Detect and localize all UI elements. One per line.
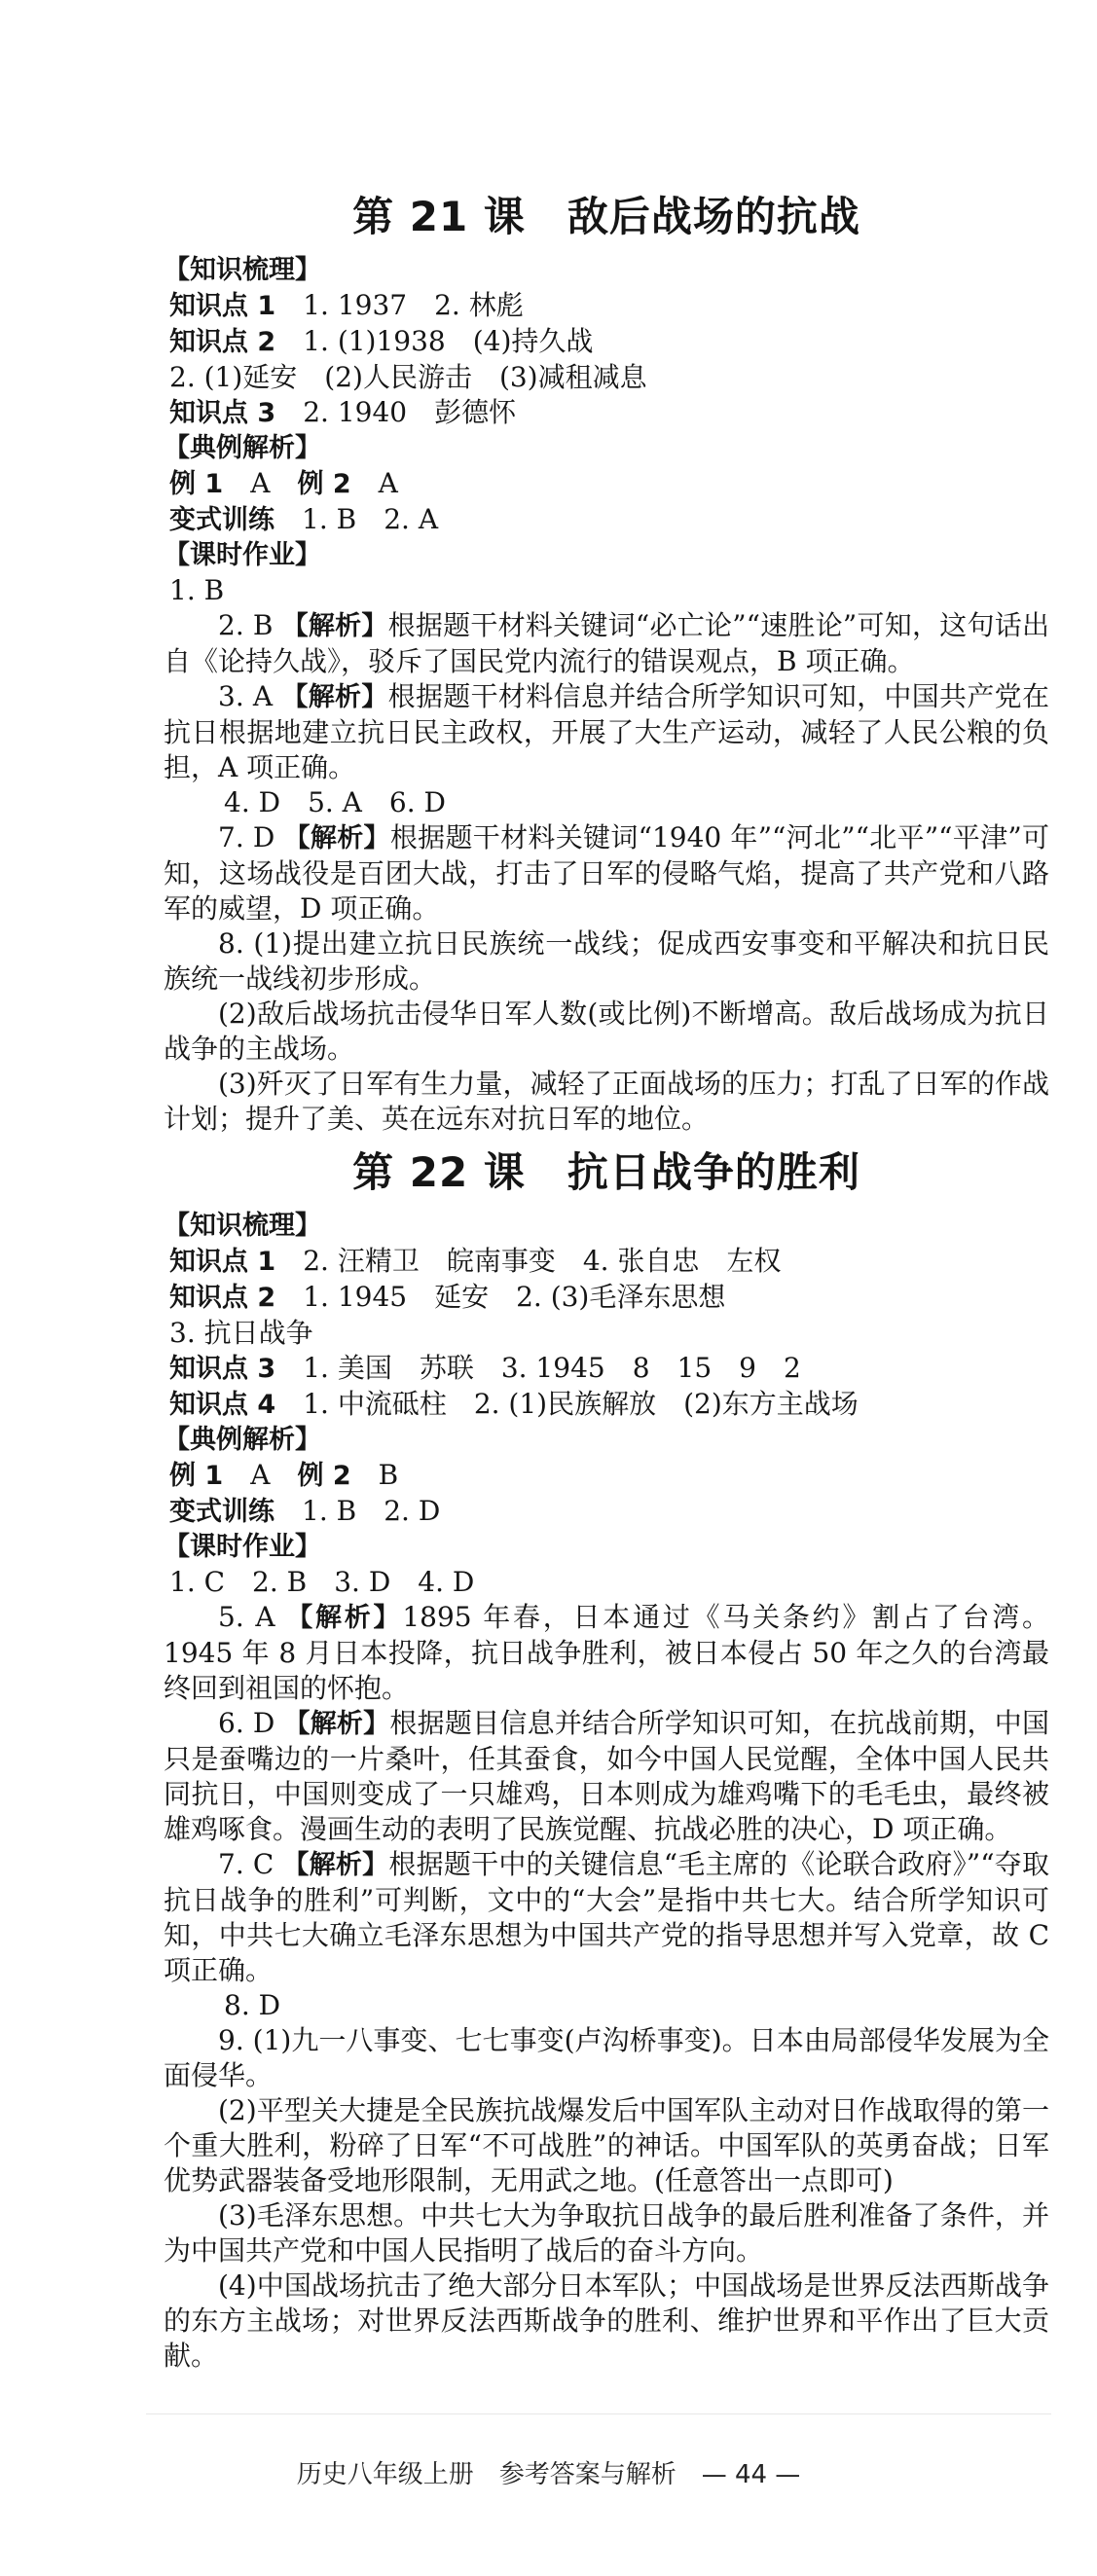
analysis-text: 1895 年春，日本通过《马关条约》割占了台湾。1945 年 8 月日本投降，抗日战争胜利，被日本侵占 50 年之久的台湾最终回到祖国的怀抱。: [164, 1601, 1049, 1704]
analysis-tag: 【解析】: [281, 611, 388, 641]
variant-training: [164, 502, 1049, 538]
homework-answer: 1. B: [169, 574, 225, 606]
kp-label: 知识点 4: [169, 1390, 276, 1420]
knowledge-point-3: [164, 395, 1049, 431]
analysis-text: 根据题干材料信息并结合所学知识可知，中国共产党在抗日根据地建立抗日民主政权，开展了大生产运动，减轻了人民公粮的负担，A 项正确。: [164, 680, 1049, 783]
kp-label: 知识点 2: [169, 327, 276, 357]
variant-answer: 1. B 2. D: [302, 1495, 441, 1527]
answer-number: 2. B: [218, 609, 282, 641]
section-homework-22: 【课时作业】: [164, 1532, 321, 1562]
knowledge-point-2: [164, 1280, 1049, 1316]
example-1-answer: A: [250, 1459, 271, 1491]
analysis-tag: 【解析】: [281, 682, 388, 712]
homework-answer: 4. D 5. A 6. D: [224, 786, 446, 818]
kp-answer: 2. 汪精卫 皖南事变 4. 张自忠 左权: [303, 1245, 782, 1277]
kp-label: 知识点 2: [169, 1283, 276, 1313]
variant-label: 变式训练: [169, 505, 274, 535]
knowledge-point-2: [164, 324, 1049, 360]
analysis-text: 根据题干材料关键词“1940 年”“河北”“北平”“平津”可知，这场战役是百团大战，打击了日军的侵略气焰，提高了共产党和八路军的威望，D 项正确。: [164, 821, 1050, 925]
example-1-label: 例 1: [169, 1461, 224, 1491]
example-2-answer: B: [378, 1459, 399, 1491]
example-answers: [164, 466, 1049, 502]
answer-number: 5. A: [218, 1601, 287, 1633]
section-examples-22: 【典例解析】: [164, 1425, 321, 1455]
kp-answer: 1. 中流砥柱 2. (1)民族解放 (2)东方主战场: [303, 1388, 859, 1420]
kp-label: 知识点 1: [169, 1247, 276, 1277]
kp-label: 知识点 3: [169, 398, 276, 428]
analysis-text: 根据题目信息并结合所学知识可知，在抗战前期，中国只是蚕嘴边的一片桑叶，任其蚕食，如今中国人民觉醒，全体中国人民共同抗日，中国则变成了一只雄鸡，日本则成为雄鸡嘴下的毛毛虫，最终被雄鸡啄食。漫画生动的表明了民族觉醒、抗战必胜的决心，D 项正确。: [164, 1707, 1049, 1845]
kp-answer: 1. 美国 苏联 3. 1945 8 15 9 2: [303, 1352, 801, 1384]
kp-label: 知识点 3: [169, 1354, 276, 1384]
homework-explanation: [164, 608, 1049, 679]
section-homework-21: 【课时作业】: [164, 540, 321, 570]
analysis-tag: 【解析】: [282, 1850, 389, 1880]
homework-answer: 8. D: [224, 1989, 281, 2021]
knowledge-point-4: [164, 1387, 1049, 1423]
homework-explanation: [164, 1706, 1049, 1847]
homework-answer-9-3: (3)毛泽东思想。中共七大为争取抗日战争的最后胜利准备了条件，并为中国共产党和中国人民指明了战后的奋斗方向。: [164, 2199, 1049, 2267]
section-knowledge-22: 【知识梳理】: [164, 1211, 321, 1241]
example-2-label: 例 2: [297, 469, 351, 499]
kp-answer: 1. (1)1938 (4)持久战: [303, 325, 594, 357]
knowledge-point-2-cont: 3. 抗日战争: [169, 1317, 313, 1349]
analysis-text: 根据题干中的关键信息“毛主席的《论联合政府》”“夺取抗日战争的胜利”可判断，文中的“大会”是指中共七大。结合所学知识可知，中共七大确立毛泽东思想为中国共产党的指导思想并写入党章，故 C 项正确。: [164, 1848, 1049, 1986]
knowledge-point-3: [164, 1351, 1049, 1387]
page-footer: 历史八年级上册 参考答案与解析 — 44 —: [296, 2460, 801, 2489]
knowledge-point-1: [164, 288, 1049, 324]
answer-number: 7. C: [218, 1848, 283, 1880]
homework-explanation: [164, 1600, 1049, 1706]
answer-number: 7. D: [218, 821, 284, 853]
homework-answer-9-4: (4)中国战场抗击了绝大部分日本军队；中国战场是世界反法西斯战争的东方主战场；对世界反法西斯战争的胜利、维护世界和平作出了巨大贡献。: [164, 2269, 1049, 2372]
answer-number: 6. D: [218, 1707, 284, 1739]
example-1-answer: A: [250, 467, 271, 499]
analysis-tag: 【解析】: [283, 1709, 390, 1739]
homework-answer-8-2: (2)敌后战场抗击侵华日军人数(或比例)不断增高。敌后战场成为抗日战争的主战场。: [164, 998, 1049, 1065]
analysis-tag: 【解析】: [283, 823, 390, 853]
lesson-21-title: 第 21 课 敌后战场的抗战: [352, 193, 860, 240]
example-2-label: 例 2: [297, 1461, 351, 1491]
example-2-answer: A: [378, 467, 398, 499]
homework-answer-8-1: 8. (1)提出建立抗日民族统一战线；促成西安事变和平解决和抗日民族统一战线初步形成。: [164, 927, 1049, 995]
variant-training: [164, 1494, 1049, 1530]
homework-answer: 1. C 2. B 3. D 4. D: [169, 1566, 475, 1598]
answer-number: 3. A: [218, 680, 282, 712]
kp-answer: 2. 1940 彭德怀: [303, 396, 517, 428]
variant-label: 变式训练: [169, 1497, 274, 1527]
knowledge-point-2-cont: 2. (1)延安 (2)人民游击 (3)减租减息: [169, 361, 647, 393]
homework-explanation: [164, 820, 1049, 926]
answer-column: [164, 181, 1049, 2374]
knowledge-point-1: [164, 1244, 1049, 1280]
footer-divider: [146, 2413, 1051, 2414]
analysis-text: 根据题干材料关键词“必亡论”“速胜论”可知，这句话出自《论持久战》，驳斥了国民党内流行的错误观点，B 项正确。: [164, 609, 1050, 677]
homework-explanation: [164, 679, 1049, 785]
variant-answer: 1. B 2. A: [302, 503, 439, 535]
kp-answer: 1. 1945 延安 2. (3)毛泽东思想: [303, 1281, 726, 1313]
homework-answer-8-3: (3)歼灭了日军有生力量，减轻了正面战场的压力；打乱了日军的作战计划；提升了美、英在远东对抗日军的地位。: [164, 1068, 1049, 1135]
example-1-label: 例 1: [169, 469, 224, 499]
homework-answer-9-1: 9. (1)九一八事变、七七事变(卢沟桥事变)。日本由局部侵华发展为全面侵华。: [164, 2024, 1049, 2091]
kp-label: 知识点 1: [169, 291, 276, 321]
analysis-tag: 【解析】: [286, 1603, 403, 1633]
section-examples-21: 【典例解析】: [164, 433, 321, 463]
kp-answer: 1. 1937 2. 林彪: [303, 289, 524, 321]
lesson-22-title: 第 22 课 抗日战争的胜利: [352, 1148, 860, 1196]
homework-explanation: [164, 1847, 1049, 1988]
example-answers: [164, 1458, 1049, 1494]
homework-answer-9-2: (2)平型关大捷是全民族抗战爆发后中国军队主动对日作战取得的第一个重大胜利，粉碎了日军“不可战胜”的神话。中国军队的英勇奋战；日军优势武器装备受地形限制，无用武之地。(任意答出一点即可): [164, 2094, 1049, 2196]
section-knowledge-21: 【知识梳理】: [164, 255, 321, 285]
